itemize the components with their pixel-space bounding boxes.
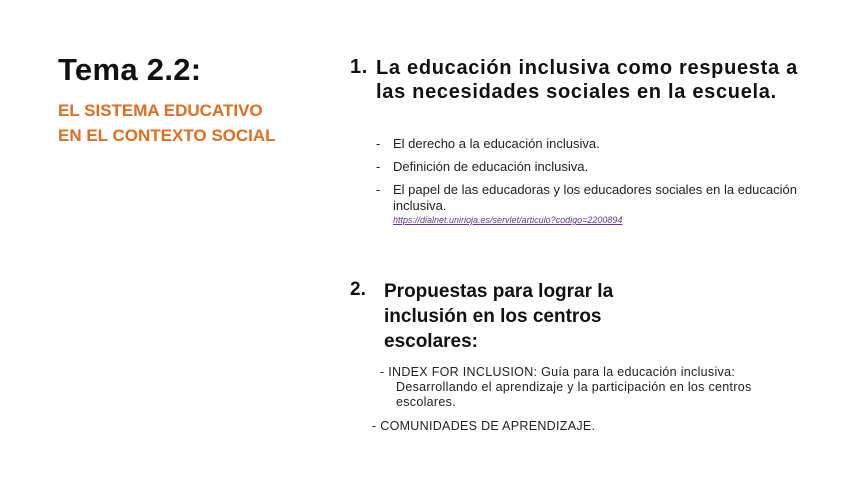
bullet-dash: - — [376, 136, 381, 151]
bullet-dash: - — [376, 159, 381, 174]
dialnet-link[interactable]: https://dialnet.unirioja.es/servlet/articulo?codigo=2200894 — [393, 215, 623, 225]
section-1-number: 1. — [350, 56, 368, 78]
slide-title: Tema 2.2: — [58, 52, 202, 87]
item-continuation: Desarrollando el aprendizaje y la participación en los centros escolares. — [396, 380, 752, 409]
section-1-heading: La educación inclusiva como respuesta a las necesidades sociales en la escuela. — [376, 57, 798, 103]
bullet-item — [376, 159, 806, 175]
bullet-dash: - — [376, 182, 381, 197]
section-2-heading: Propuestas para lograr la inclusión en los centros escolares: — [384, 281, 614, 352]
subtitle-line-1: EL SISTEMA EDUCATIVO — [58, 101, 263, 120]
item-line: - INDEX FOR INCLUSION: Guía para la educación inclusiva: — [380, 365, 736, 379]
section-2-bullets — [372, 365, 802, 434]
subtitle-line-2: EN EL CONTEXTO SOCIAL — [58, 126, 276, 145]
bullet-text: El papel de las educadoras y los educadores sociales en la educación inclusiva. — [393, 182, 797, 213]
bullet-text: Definición de educación inclusiva. — [393, 159, 589, 174]
index-for-inclusion-item — [372, 365, 802, 410]
bullet-item — [376, 182, 806, 226]
comunidades-item: - COMUNIDADES DE APRENDIZAJE. — [372, 419, 596, 433]
bullet-text: El derecho a la educación inclusiva. — [393, 136, 600, 151]
bullet-item — [376, 136, 806, 152]
section-2-number: 2. — [350, 279, 366, 300]
slide-subtitle — [58, 98, 328, 148]
section-1-bullets — [376, 136, 806, 233]
